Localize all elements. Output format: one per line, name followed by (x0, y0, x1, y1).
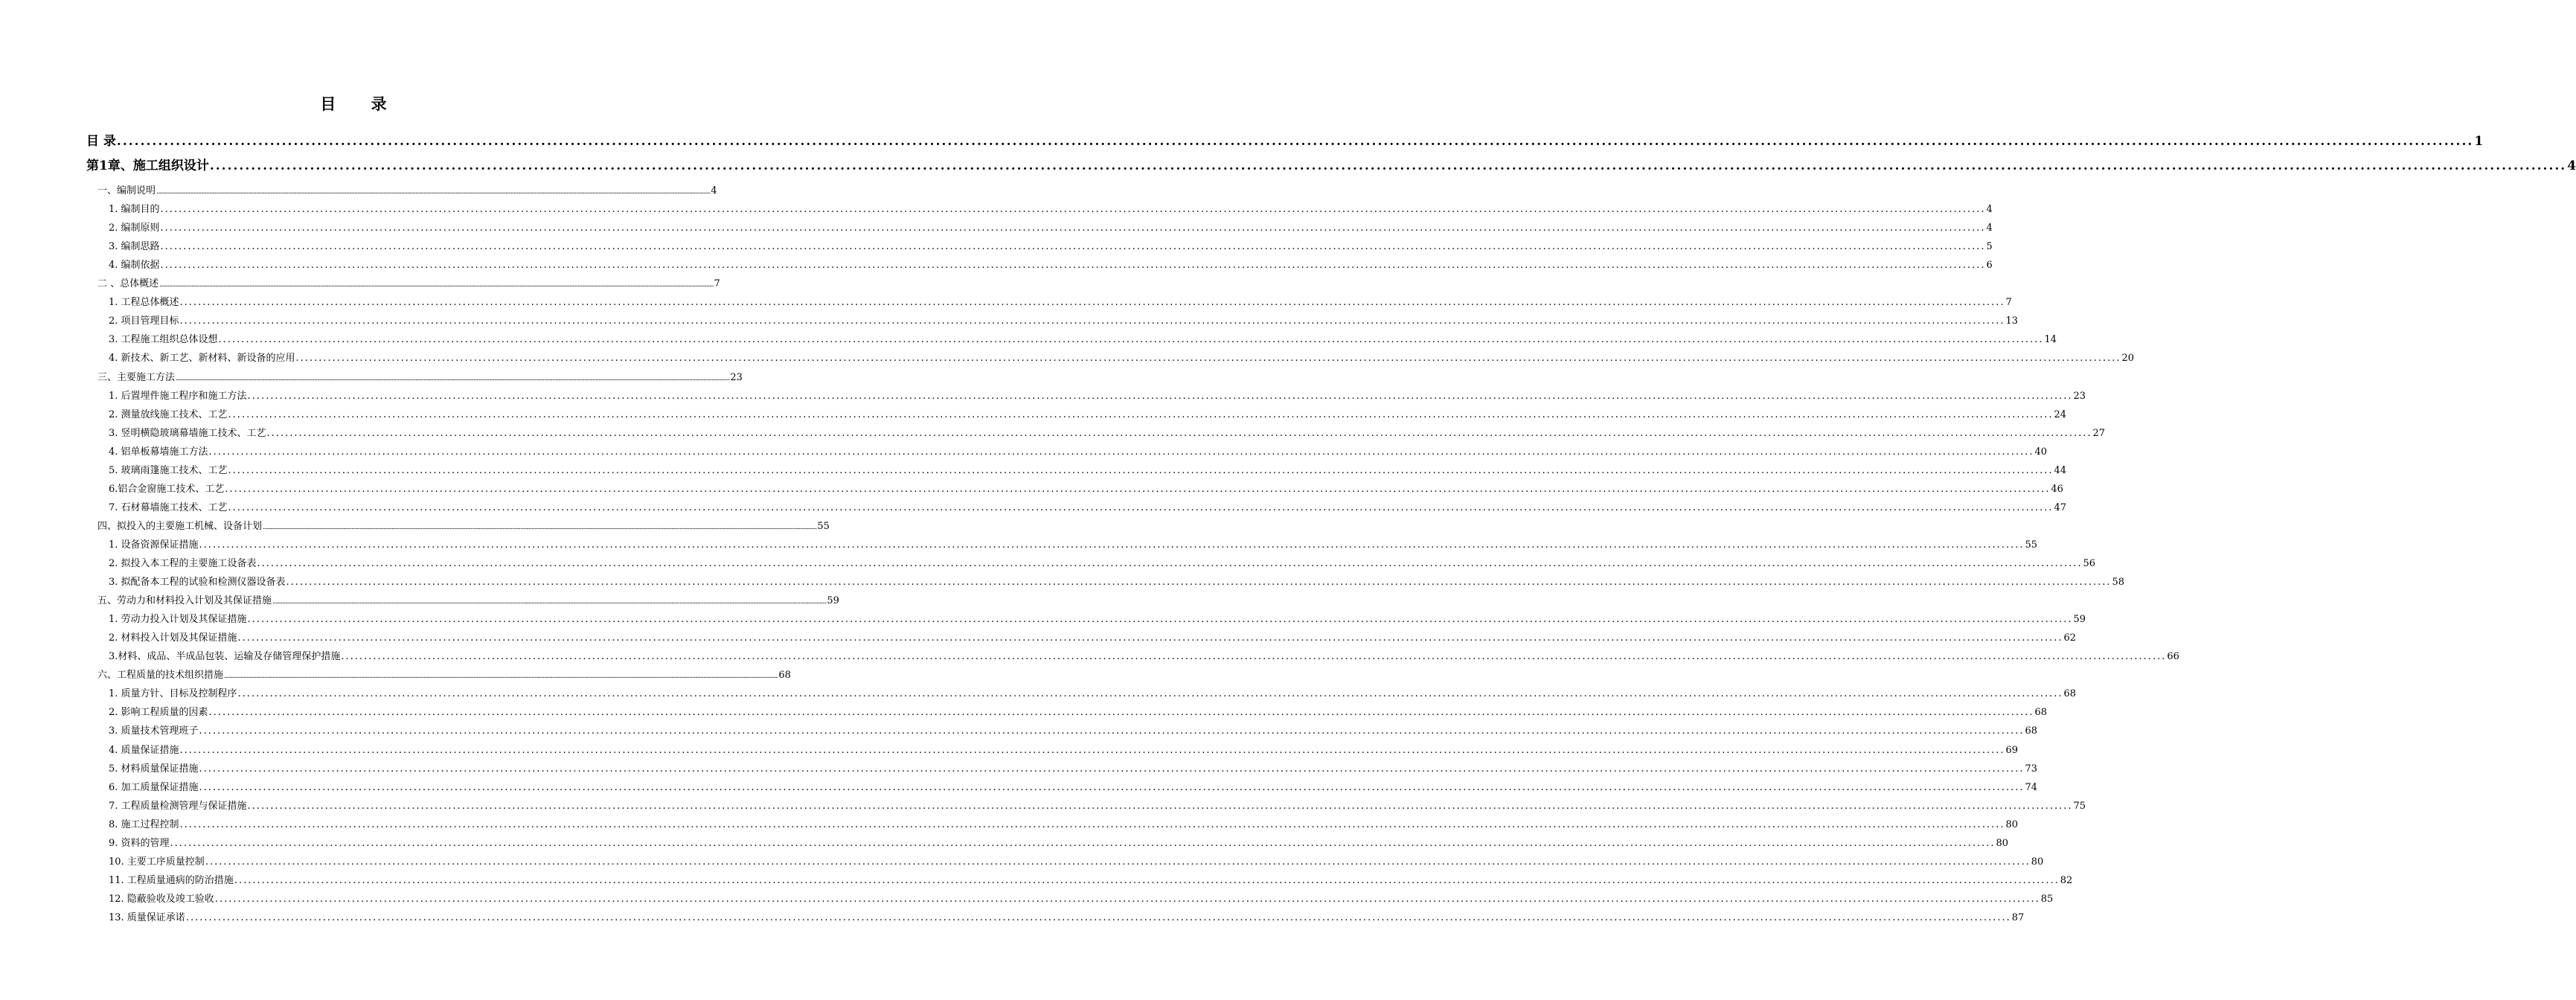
toc-entry-title: 3. 编制思路 (109, 241, 160, 253)
toc-dot-leader: ................................................................................................................................................................................................................................................................................................................................................................................................................ (214, 893, 2040, 905)
toc-entry-title: 12. 隐蔽验收及竣工验收 (109, 893, 214, 905)
toc-entry[interactable] (109, 408, 2067, 423)
toc-page-number: 7 (2005, 297, 2012, 309)
toc-dot-leader: ................................................................................................................................................................................................................................................................................................................................................................................................................ (341, 651, 2167, 663)
toc-entry-title: 1. 质量方针、目标及控制程序 (109, 688, 237, 700)
toc-entry[interactable] (109, 855, 2044, 870)
toc-entry-title: 4. 质量保证措施 (109, 744, 179, 756)
toc-dot-leader: ................................................................................................................................................................................................................................................................................................................................................................................................................ (116, 134, 2474, 149)
toc-page-number: 62 (2063, 632, 2077, 644)
toc-dot-leader: ................................................................................................................................................................................................................................................................................................................................................................................................................ (224, 673, 778, 681)
toc-entry-title: 13. 质量保证承诺 (109, 911, 185, 923)
toc-dot-leader: ................................................................................................................................................................................................................................................................................................................................................................................................................ (208, 446, 2034, 458)
toc-page-number: 4 (1986, 222, 1993, 234)
toc-entry[interactable] (97, 594, 839, 609)
toc-page-number: 27 (2092, 427, 2106, 439)
toc-entry[interactable] (109, 650, 2179, 664)
toc-dot-leader: ................................................................................................................................................................................................................................................................................................................................................................................................................ (218, 334, 2044, 346)
toc-entry-title: 3. 质量技术管理班子 (109, 725, 199, 737)
toc-page-number: 55 (2025, 539, 2038, 551)
toc-dot-leader: ................................................................................................................................................................................................................................................................................................................................................................................................................ (263, 523, 817, 531)
toc-entry[interactable] (109, 818, 2019, 833)
toc-entry[interactable] (109, 687, 2077, 702)
toc-entry[interactable] (97, 277, 720, 292)
toc-title: 目 录 (320, 94, 402, 113)
toc-entry[interactable] (109, 911, 2025, 926)
toc-entry-title: 2. 拟投入本工程的主要施工设备表 (109, 558, 257, 569)
toc-entry-title: 5. 材料质量保证措施 (109, 763, 199, 775)
toc-page-number: 23 (730, 371, 743, 383)
toc-entry[interactable] (109, 389, 2086, 404)
toc-dot-leader: ................................................................................................................................................................................................................................................................................................................................................................................................................ (272, 598, 827, 606)
toc-entry-title: 3. 拟配备本工程的试验和检测仪器设备表 (109, 577, 286, 589)
toc-page-number: 68 (2034, 707, 2048, 719)
toc-dot-leader: ................................................................................................................................................................................................................................................................................................................................................................................................................ (176, 374, 730, 382)
toc-page-number: 44 (2054, 464, 2067, 476)
toc-dot-leader: ................................................................................................................................................................................................................................................................................................................................................................................................................ (257, 558, 2083, 569)
toc-entry-title: 11. 工程质量通病的防治措施 (109, 874, 234, 886)
toc-entry[interactable] (86, 157, 2576, 175)
toc-page-number: 6 (1986, 260, 1993, 272)
toc-entry[interactable] (97, 519, 830, 534)
toc-entry[interactable] (86, 132, 2484, 150)
toc-page-number: 24 (2054, 408, 2067, 420)
toc-dot-leader: ................................................................................................................................................................................................................................................................................................................................................................................................................ (225, 483, 2051, 495)
toc-entry[interactable] (109, 799, 2086, 814)
toc-entry[interactable] (109, 295, 2012, 310)
toc-entry[interactable] (109, 612, 2086, 627)
toc-entry[interactable] (97, 184, 717, 199)
toc-page-number: 47 (2054, 501, 2067, 513)
toc-entry[interactable] (109, 202, 1993, 217)
toc-entry[interactable] (109, 557, 2096, 571)
toc-entry-title: 5. 玻璃雨篷施工技术、工艺 (109, 464, 228, 476)
toc-entry[interactable] (109, 258, 1993, 273)
toc-entry[interactable] (109, 464, 2067, 478)
toc-entry-title: 4. 编制依据 (109, 260, 160, 272)
toc-dot-leader: ................................................................................................................................................................................................................................................................................................................................................................................................................ (205, 856, 2031, 868)
toc-entry[interactable] (109, 724, 2038, 739)
toc-entry-title: 1. 后置埋件施工程序和施工方法 (109, 390, 247, 402)
toc-entry[interactable] (109, 501, 2067, 516)
toc-page-number: 13 (2005, 315, 2019, 327)
toc-entry-title: 2. 项目管理目标 (109, 315, 179, 327)
toc-page-number: 87 (2011, 911, 2025, 923)
toc-entry-title: 4. 铝单板幕墙施工方法 (109, 446, 208, 458)
toc-entry-title: 四、拟投入的主要施工机械、设备计划 (97, 520, 263, 532)
toc-page-number: 14 (2044, 334, 2057, 346)
toc-page-number: 56 (2083, 558, 2096, 569)
toc-entry-title: 9. 资料的管理 (109, 837, 170, 849)
toc-entry-title: 7. 工程质量检测管理与保证措施 (109, 800, 247, 812)
toc-entry[interactable] (109, 892, 2054, 907)
toc-entry-title: 三、主要施工方法 (97, 371, 176, 383)
toc-dot-leader: ................................................................................................................................................................................................................................................................................................................................................................................................................ (208, 707, 2034, 719)
toc-entry-title: 1. 劳动力投入计划及其保证措施 (109, 614, 247, 626)
toc-entry-title: 1. 工程总体概述 (109, 297, 179, 309)
toc-entry-title: 2. 测量放线施工技术、工艺 (109, 408, 228, 420)
toc-entry[interactable] (109, 705, 2048, 720)
toc-entry[interactable] (109, 836, 2009, 851)
toc-entry[interactable] (109, 762, 2038, 777)
toc-page-number: 23 (2073, 390, 2086, 402)
toc-entry-title: 6. 加工质量保证措施 (109, 781, 199, 793)
toc-dot-leader: ................................................................................................................................................................................................................................................................................................................................................................................................................ (286, 577, 2112, 589)
toc-dot-leader: ................................................................................................................................................................................................................................................................................................................................................................................................................ (179, 818, 2005, 830)
toc-dot-leader: ................................................................................................................................................................................................................................................................................................................................................................................................................ (179, 315, 2005, 327)
toc-dot-leader: ................................................................................................................................................................................................................................................................................................................................................................................................................ (185, 911, 2011, 923)
toc-entry[interactable] (97, 668, 791, 683)
toc-entry-title: 2. 材料投入计划及其保证措施 (109, 632, 237, 644)
toc-entry-title: 1. 设备资源保证措施 (109, 539, 199, 551)
toc-entry-title: 一、编制说明 (97, 185, 156, 196)
toc-entry[interactable] (109, 743, 2019, 758)
toc-page-number: 40 (2034, 446, 2048, 458)
toc-dot-leader: ................................................................................................................................................................................................................................................................................................................................................................................................................ (228, 408, 2054, 420)
toc-entry-title: 3. 竖明横隐玻璃幕墙施工技术、工艺 (109, 427, 266, 439)
toc-dot-leader: ................................................................................................................................................................................................................................................................................................................................................................................................................ (160, 222, 1986, 234)
toc-page-number: 4 (1986, 204, 1993, 216)
toc-entry-title: 10. 主要工序质量控制 (109, 856, 205, 868)
toc-entry-title: 6.铝合金窗施工技术、工艺 (109, 483, 225, 495)
toc-dot-leader: ................................................................................................................................................................................................................................................................................................................................................................................................................ (237, 632, 2063, 644)
toc-entry-title: 1. 编制目的 (109, 204, 160, 216)
toc-entry[interactable] (109, 240, 1993, 254)
toc-dot-leader: ................................................................................................................................................................................................................................................................................................................................................................................................................ (179, 297, 2005, 309)
toc-page-number: 80 (2031, 856, 2044, 868)
toc-page-number: 46 (2051, 483, 2063, 495)
toc-dot-leader: ................................................................................................................................................................................................................................................................................................................................................................................................................ (199, 763, 2025, 775)
toc-page-number: 80 (2005, 818, 2019, 830)
toc-page-number: 85 (2040, 893, 2054, 905)
toc-dot-leader: ................................................................................................................................................................................................................................................................................................................................................................................................................ (228, 501, 2054, 513)
toc-entry[interactable] (109, 631, 2077, 646)
toc-entry-title: 二 、总体概述 (97, 278, 159, 290)
toc-entry-title: 4. 新技术、新工艺、新材料、新设备的应用 (109, 353, 295, 365)
toc-entry[interactable] (109, 314, 2019, 329)
toc-dot-leader: ................................................................................................................................................................................................................................................................................................................................................................................................................ (247, 390, 2073, 402)
toc-entry-title: 第1章、施工组织设计 (86, 158, 209, 173)
toc-dot-leader: ................................................................................................................................................................................................................................................................................................................................................................................................................ (199, 725, 2025, 737)
toc-page-number: 59 (2073, 614, 2086, 626)
toc-dot-leader: ................................................................................................................................................................................................................................................................................................................................................................................................................ (228, 464, 2054, 476)
toc-page-number: 73 (2025, 763, 2038, 775)
toc-dot-leader: ................................................................................................................................................................................................................................................................................................................................................................................................................ (237, 688, 2063, 700)
toc-page-number: 75 (2073, 800, 2086, 812)
toc-page-number: 68 (2063, 688, 2077, 700)
toc-entry[interactable] (109, 781, 2038, 795)
toc-entry[interactable] (109, 538, 2038, 553)
toc-entry-title: 7. 石材幕墙施工技术、工艺 (109, 501, 228, 513)
toc-page-number: 55 (817, 520, 830, 532)
toc-page-number: 68 (2025, 725, 2038, 737)
toc-page-number: 4 (2567, 158, 2576, 173)
toc-dot-leader: ................................................................................................................................................................................................................................................................................................................................................................................................................ (209, 158, 2567, 173)
toc-dot-leader: ................................................................................................................................................................................................................................................................................................................................................................................................................ (295, 353, 2121, 365)
toc-page-number: 74 (2025, 781, 2038, 793)
toc-page-number: 80 (1996, 837, 2009, 849)
toc-dot-leader: ................................................................................................................................................................................................................................................................................................................................................................................................................ (234, 874, 2060, 886)
toc-entry-title: 3. 工程施工组织总体设想 (109, 334, 218, 346)
toc-entry[interactable] (109, 426, 2106, 441)
toc-page-number: 20 (2121, 353, 2135, 365)
toc-page-number: 4 (711, 185, 717, 196)
toc-entry-title: 2. 影响工程质量的因素 (109, 707, 208, 719)
toc-entry[interactable] (109, 351, 2135, 366)
toc-page-number: 69 (2005, 744, 2019, 756)
toc-entry[interactable] (97, 371, 743, 385)
toc-dot-leader: ................................................................................................................................................................................................................................................................................................................................................................................................................ (160, 260, 1986, 272)
toc-entry[interactable] (109, 874, 2073, 888)
toc-entry-title: 3.材料、成品、半成品包装、运输及存储管理保护措施 (109, 651, 341, 663)
toc-dot-leader: ................................................................................................................................................................................................................................................................................................................................................................................................................ (156, 188, 711, 196)
toc-entry[interactable] (109, 482, 2063, 497)
toc-dot-leader: ................................................................................................................................................................................................................................................................................................................................................................................................................ (170, 837, 1996, 849)
toc-dot-leader: ................................................................................................................................................................................................................................................................................................................................................................................................................ (247, 800, 2073, 812)
toc-dot-leader: ................................................................................................................................................................................................................................................................................................................................................................................................................ (179, 744, 2005, 756)
toc-dot-leader: ................................................................................................................................................................................................................................................................................................................................................................................................................ (160, 204, 1986, 216)
toc-page-number: 7 (714, 278, 720, 290)
toc-entry[interactable] (109, 333, 2057, 347)
toc-dot-leader: ................................................................................................................................................................................................................................................................................................................................................................................................................ (159, 281, 714, 289)
toc-entry-title: 8. 施工过程控制 (109, 818, 179, 830)
toc-page-number: 66 (2167, 651, 2179, 663)
toc-dot-leader: ................................................................................................................................................................................................................................................................................................................................................................................................................ (266, 427, 2092, 439)
toc-entry[interactable] (109, 221, 1993, 236)
toc-page-number: 1 (2474, 134, 2484, 149)
toc-entry-title: 目 录 (86, 134, 116, 149)
toc-entry[interactable] (109, 575, 2125, 590)
toc-page-number: 5 (1986, 241, 1993, 253)
toc-entry-title: 五、劳动力和材料投入计划及其保证措施 (97, 595, 272, 607)
toc-entry-title: 六、工程质量的技术组织措施 (97, 670, 224, 682)
toc-page-number: 82 (2060, 874, 2073, 886)
toc-page-number: 59 (827, 595, 839, 607)
toc-page-number: 58 (2112, 577, 2125, 589)
toc-dot-leader: ................................................................................................................................................................................................................................................................................................................................................................................................................ (160, 241, 1986, 253)
toc-entry[interactable] (109, 445, 2048, 460)
toc-dot-leader: ................................................................................................................................................................................................................................................................................................................................................................................................................ (247, 614, 2073, 626)
toc-dot-leader: ................................................................................................................................................................................................................................................................................................................................................................................................................ (199, 781, 2025, 793)
toc-dot-leader: ................................................................................................................................................................................................................................................................................................................................................................................................................ (199, 539, 2025, 551)
toc-entry-title: 2. 编制原则 (109, 222, 160, 234)
toc-page-number: 68 (778, 670, 791, 682)
